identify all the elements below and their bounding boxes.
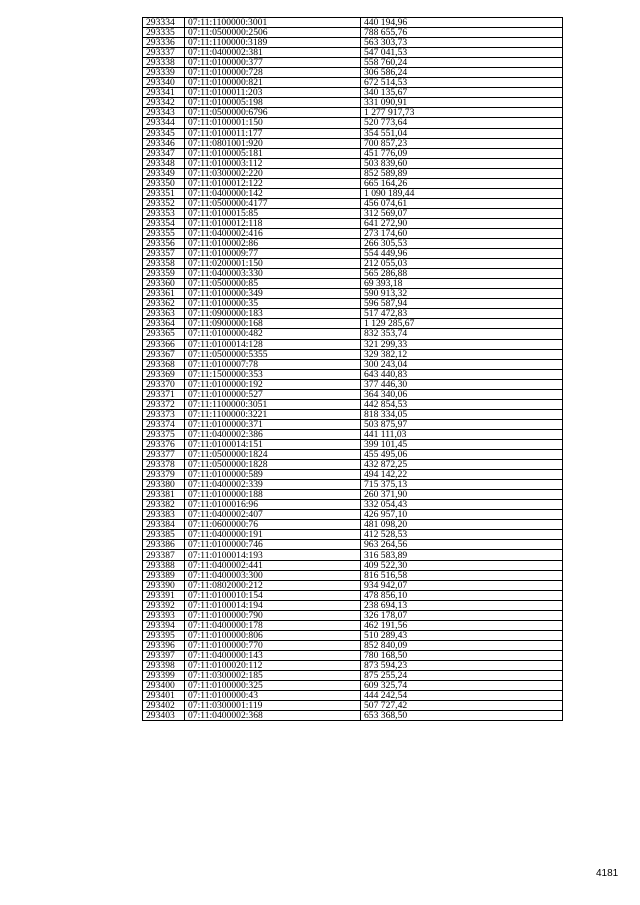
row-number-cell: 293372 — [143, 399, 185, 409]
cadastral-number-cell: 07:11:0100005:198 — [185, 98, 361, 108]
value-cell: 426 957,10 — [361, 510, 563, 520]
cadastral-number-cell: 07:11:0100015:85 — [185, 208, 361, 218]
table-row — [143, 299, 563, 309]
table-row — [143, 480, 563, 490]
value-cell: 316 583,89 — [361, 550, 563, 560]
cadastral-number-cell: 07:11:0400002:381 — [185, 48, 361, 58]
value-cell: 641 272,90 — [361, 218, 563, 228]
table-row — [143, 138, 563, 148]
value-cell: 409 522,30 — [361, 560, 563, 570]
row-number-cell: 293373 — [143, 409, 185, 419]
row-number-cell: 293398 — [143, 661, 185, 671]
cadastral-number-cell: 07:11:0100002:86 — [185, 239, 361, 249]
table-row — [143, 329, 563, 339]
cadastral-number-cell: 07:11:0100000:192 — [185, 379, 361, 389]
cadastral-number-cell: 07:11:0300002:220 — [185, 168, 361, 178]
table-row — [143, 349, 563, 359]
table-row — [143, 289, 563, 299]
value-cell: 852 840,09 — [361, 640, 563, 650]
value-cell: 451 776,09 — [361, 148, 563, 158]
row-number-cell: 293380 — [143, 480, 185, 490]
row-number-cell: 293381 — [143, 490, 185, 500]
table-row — [143, 399, 563, 409]
table-row — [143, 650, 563, 660]
row-number-cell: 293391 — [143, 590, 185, 600]
table-row — [143, 490, 563, 500]
cadastral-number-cell: 07:11:0100014:194 — [185, 600, 361, 610]
table-row — [143, 419, 563, 429]
table-row — [143, 369, 563, 379]
cadastral-number-cell: 07:11:0100010:154 — [185, 590, 361, 600]
value-cell: 377 446,30 — [361, 379, 563, 389]
cadastral-number-cell: 07:11:0100000:806 — [185, 630, 361, 640]
table-row — [143, 450, 563, 460]
row-number-cell: 293353 — [143, 208, 185, 218]
cadastral-number-cell: 07:11:0900000:168 — [185, 319, 361, 329]
row-number-cell: 293403 — [143, 711, 185, 721]
cadastral-number-cell: 07:11:0500000:5355 — [185, 349, 361, 359]
row-number-cell: 293370 — [143, 379, 185, 389]
value-cell: 517 472,83 — [361, 309, 563, 319]
cadastral-number-cell: 07:11:0100000:43 — [185, 691, 361, 701]
row-number-cell: 293392 — [143, 600, 185, 610]
value-cell: 1 129 285,67 — [361, 319, 563, 329]
cadastral-number-cell: 07:11:0100000:527 — [185, 389, 361, 399]
cadastral-number-cell: 07:11:1500000:353 — [185, 369, 361, 379]
row-number-cell: 293394 — [143, 620, 185, 630]
cadastral-number-cell: 07:11:0100000:377 — [185, 58, 361, 68]
cadastral-number-cell: 07:11:0100000:790 — [185, 610, 361, 620]
page-number: 4181 — [596, 868, 619, 879]
value-cell: 563 303,73 — [361, 38, 563, 48]
value-cell: 520 773,64 — [361, 118, 563, 128]
value-cell: 440 194,96 — [361, 18, 563, 28]
value-cell: 69 393,18 — [361, 279, 563, 289]
cadastral-number-cell: 07:11:0400002:416 — [185, 228, 361, 238]
table-row — [143, 128, 563, 138]
row-number-cell: 293383 — [143, 510, 185, 520]
cadastral-number-cell: 07:11:0100000:482 — [185, 329, 361, 339]
row-number-cell: 293368 — [143, 359, 185, 369]
cadastral-number-cell: 07:11:0500000:6796 — [185, 108, 361, 118]
value-cell: 852 589,89 — [361, 168, 563, 178]
value-cell: 442 854,53 — [361, 399, 563, 409]
value-cell: 238 694,13 — [361, 600, 563, 610]
cadastral-number-cell: 07:11:0100007:78 — [185, 359, 361, 369]
table-row — [143, 28, 563, 38]
row-number-cell: 293350 — [143, 178, 185, 188]
table-row — [143, 158, 563, 168]
value-cell: 462 191,56 — [361, 620, 563, 630]
value-cell: 963 264,56 — [361, 540, 563, 550]
cadastral-number-cell: 07:11:0100014:193 — [185, 550, 361, 560]
table-row — [143, 620, 563, 630]
value-cell: 441 111,03 — [361, 429, 563, 439]
cadastral-number-cell: 07:11:0100000:746 — [185, 540, 361, 550]
row-number-cell: 293369 — [143, 369, 185, 379]
value-cell: 273 174,60 — [361, 228, 563, 238]
table-row — [143, 630, 563, 640]
value-cell: 875 255,24 — [361, 671, 563, 681]
row-number-cell: 293364 — [143, 319, 185, 329]
value-cell: 507 727,42 — [361, 701, 563, 711]
value-cell: 816 516,58 — [361, 570, 563, 580]
value-cell: 653 368,50 — [361, 711, 563, 721]
cadastral-number-cell: 07:11:0100014:151 — [185, 439, 361, 449]
row-number-cell: 293358 — [143, 259, 185, 269]
value-cell: 306 586,24 — [361, 68, 563, 78]
row-number-cell: 293400 — [143, 681, 185, 691]
value-cell: 1 277 917,73 — [361, 108, 563, 118]
table-row — [143, 379, 563, 389]
table-row — [143, 249, 563, 259]
value-cell: 399 101,45 — [361, 439, 563, 449]
value-cell: 260 371,90 — [361, 490, 563, 500]
cadastral-number-cell: 07:11:0100016:96 — [185, 500, 361, 510]
row-number-cell: 293346 — [143, 138, 185, 148]
cadastral-number-cell: 07:11:0100000:188 — [185, 490, 361, 500]
cadastral-value-table — [142, 17, 563, 721]
row-number-cell: 293367 — [143, 349, 185, 359]
cadastral-number-cell: 07:11:0100001:150 — [185, 118, 361, 128]
value-cell: 266 305,53 — [361, 239, 563, 249]
value-cell: 934 942,07 — [361, 580, 563, 590]
table-row — [143, 409, 563, 419]
value-cell: 547 041,53 — [361, 48, 563, 58]
table-row — [143, 510, 563, 520]
row-number-cell: 293384 — [143, 520, 185, 530]
table-row — [143, 560, 563, 570]
value-cell: 1 090 189,44 — [361, 188, 563, 198]
row-number-cell: 293345 — [143, 128, 185, 138]
row-number-cell: 293360 — [143, 279, 185, 289]
row-number-cell: 293374 — [143, 419, 185, 429]
cadastral-number-cell: 07:11:0500000:1828 — [185, 460, 361, 470]
cadastral-number-cell: 07:11:0400000:178 — [185, 620, 361, 630]
row-number-cell: 293395 — [143, 630, 185, 640]
table-row — [143, 319, 563, 329]
table-row — [143, 18, 563, 28]
table-row — [143, 711, 563, 721]
row-number-cell: 293336 — [143, 38, 185, 48]
value-cell: 672 514,53 — [361, 78, 563, 88]
row-number-cell: 293388 — [143, 560, 185, 570]
value-cell: 596 587,94 — [361, 299, 563, 309]
value-cell: 643 440,83 — [361, 369, 563, 379]
value-cell: 780 168,50 — [361, 650, 563, 660]
cadastral-number-cell: 07:11:0300001:119 — [185, 701, 361, 711]
cadastral-number-cell: 07:11:0100011:177 — [185, 128, 361, 138]
value-cell: 715 375,13 — [361, 480, 563, 490]
value-cell: 503 839,60 — [361, 158, 563, 168]
cadastral-number-cell: 07:11:0400002:368 — [185, 711, 361, 721]
value-cell: 554 449,96 — [361, 249, 563, 259]
value-cell: 364 340,06 — [361, 389, 563, 399]
table-row — [143, 429, 563, 439]
value-cell: 340 135,67 — [361, 88, 563, 98]
value-cell: 444 242,54 — [361, 691, 563, 701]
table-row — [143, 58, 563, 68]
row-number-cell: 293378 — [143, 460, 185, 470]
cadastral-number-cell: 07:11:0400002:441 — [185, 560, 361, 570]
cadastral-number-cell: 07:11:1100000:3001 — [185, 18, 361, 28]
table-row — [143, 98, 563, 108]
row-number-cell: 293349 — [143, 168, 185, 178]
table-row — [143, 88, 563, 98]
table-body — [143, 18, 563, 721]
table-row — [143, 48, 563, 58]
row-number-cell: 293389 — [143, 570, 185, 580]
cadastral-number-cell: 07:11:0400002:386 — [185, 429, 361, 439]
row-number-cell: 293355 — [143, 228, 185, 238]
row-number-cell: 293344 — [143, 118, 185, 128]
value-cell: 818 334,05 — [361, 409, 563, 419]
cadastral-number-cell: 07:11:0100000:325 — [185, 681, 361, 691]
row-number-cell: 293343 — [143, 108, 185, 118]
row-number-cell: 293361 — [143, 289, 185, 299]
value-cell: 481 098,20 — [361, 520, 563, 530]
table-row — [143, 68, 563, 78]
value-cell: 329 382,12 — [361, 349, 563, 359]
value-cell: 456 074,61 — [361, 198, 563, 208]
row-number-cell: 293334 — [143, 18, 185, 28]
cadastral-number-cell: 07:11:0400002:339 — [185, 480, 361, 490]
cadastral-number-cell: 07:11:0100009:77 — [185, 249, 361, 259]
value-cell: 832 353,74 — [361, 329, 563, 339]
cadastral-number-cell: 07:11:0100014:128 — [185, 339, 361, 349]
table-row — [143, 681, 563, 691]
row-number-cell: 293402 — [143, 701, 185, 711]
row-number-cell: 293390 — [143, 580, 185, 590]
value-cell: 312 569,07 — [361, 208, 563, 218]
table-row — [143, 269, 563, 279]
cadastral-number-cell: 07:11:0400000:191 — [185, 530, 361, 540]
cadastral-number-cell: 07:11:1100000:3189 — [185, 38, 361, 48]
table-row — [143, 540, 563, 550]
cadastral-number-cell: 07:11:0600000:76 — [185, 520, 361, 530]
value-cell: 494 142,22 — [361, 470, 563, 480]
table-row — [143, 691, 563, 701]
row-number-cell: 293396 — [143, 640, 185, 650]
row-number-cell: 293351 — [143, 188, 185, 198]
row-number-cell: 293352 — [143, 198, 185, 208]
row-number-cell: 293359 — [143, 269, 185, 279]
table-row — [143, 500, 563, 510]
value-cell: 478 856,10 — [361, 590, 563, 600]
table-row — [143, 470, 563, 480]
value-cell: 331 090,91 — [361, 98, 563, 108]
table-row — [143, 610, 563, 620]
table-row — [143, 439, 563, 449]
table-row — [143, 239, 563, 249]
value-cell: 455 495,06 — [361, 450, 563, 460]
row-number-cell: 293362 — [143, 299, 185, 309]
cadastral-number-cell: 07:11:0100005:181 — [185, 148, 361, 158]
cadastral-number-cell: 07:11:0900000:183 — [185, 309, 361, 319]
cadastral-number-cell: 07:11:0400003:330 — [185, 269, 361, 279]
table-row — [143, 640, 563, 650]
table-row — [143, 590, 563, 600]
value-cell: 665 164,26 — [361, 178, 563, 188]
row-number-cell: 293377 — [143, 450, 185, 460]
row-number-cell: 293337 — [143, 48, 185, 58]
table-row — [143, 148, 563, 158]
value-cell: 412 528,53 — [361, 530, 563, 540]
value-cell: 354 551,04 — [361, 128, 563, 138]
cadastral-number-cell: 07:11:0500000:4177 — [185, 198, 361, 208]
cadastral-number-cell: 07:11:0300002:185 — [185, 671, 361, 681]
table-row — [143, 550, 563, 560]
value-cell: 609 325,74 — [361, 681, 563, 691]
value-cell: 321 299,33 — [361, 339, 563, 349]
cadastral-number-cell: 07:11:0500000:2506 — [185, 28, 361, 38]
table-row — [143, 600, 563, 610]
value-cell: 212 055,03 — [361, 259, 563, 269]
table-row — [143, 309, 563, 319]
value-cell: 332 054,43 — [361, 500, 563, 510]
cadastral-number-cell: 07:11:0801001:920 — [185, 138, 361, 148]
cadastral-number-cell: 07:11:0100012:122 — [185, 178, 361, 188]
table-row — [143, 198, 563, 208]
row-number-cell: 293366 — [143, 339, 185, 349]
value-cell: 558 760,24 — [361, 58, 563, 68]
row-number-cell: 293339 — [143, 68, 185, 78]
table-row — [143, 530, 563, 540]
row-number-cell: 293393 — [143, 610, 185, 620]
cadastral-number-cell: 07:11:0100003:112 — [185, 158, 361, 168]
table-row — [143, 259, 563, 269]
table-row — [143, 661, 563, 671]
cadastral-number-cell: 07:11:0100000:728 — [185, 68, 361, 78]
cadastral-number-cell: 07:11:0400002:407 — [185, 510, 361, 520]
row-number-cell: 293401 — [143, 691, 185, 701]
cadastral-number-cell: 07:11:0100000:349 — [185, 289, 361, 299]
value-cell: 326 178,07 — [361, 610, 563, 620]
row-number-cell: 293375 — [143, 429, 185, 439]
row-number-cell: 293387 — [143, 550, 185, 560]
cadastral-number-cell: 07:11:0100020:112 — [185, 661, 361, 671]
table-row — [143, 228, 563, 238]
cadastral-number-cell: 07:11:0500000:85 — [185, 279, 361, 289]
value-cell: 503 875,97 — [361, 419, 563, 429]
table-row — [143, 520, 563, 530]
value-cell: 873 594,23 — [361, 661, 563, 671]
table-row — [143, 580, 563, 590]
row-number-cell: 293399 — [143, 671, 185, 681]
cadastral-number-cell: 07:11:0400000:142 — [185, 188, 361, 198]
table-row — [143, 279, 563, 289]
table-row — [143, 38, 563, 48]
table-row — [143, 108, 563, 118]
cadastral-number-cell: 07:11:0100011:203 — [185, 88, 361, 98]
cadastral-number-cell: 07:11:0100000:589 — [185, 470, 361, 480]
cadastral-number-cell: 07:11:0802000:212 — [185, 580, 361, 590]
table-row — [143, 178, 563, 188]
table-row — [143, 339, 563, 349]
table-row — [143, 570, 563, 580]
row-number-cell: 293397 — [143, 650, 185, 660]
row-number-cell: 293342 — [143, 98, 185, 108]
cadastral-number-cell: 07:11:0100000:371 — [185, 419, 361, 429]
row-number-cell: 293379 — [143, 470, 185, 480]
cadastral-number-cell: 07:11:0100000:770 — [185, 640, 361, 650]
row-number-cell: 293385 — [143, 530, 185, 540]
value-cell: 510 289,43 — [361, 630, 563, 640]
cadastral-number-cell: 07:11:0400000:143 — [185, 650, 361, 660]
table-row — [143, 389, 563, 399]
cadastral-number-cell: 07:11:0100000:821 — [185, 78, 361, 88]
row-number-cell: 293354 — [143, 218, 185, 228]
table-row — [143, 118, 563, 128]
value-cell: 432 872,25 — [361, 460, 563, 470]
cadastral-number-cell: 07:11:0100000:35 — [185, 299, 361, 309]
table-row — [143, 218, 563, 228]
row-number-cell: 293357 — [143, 249, 185, 259]
value-cell: 590 913,32 — [361, 289, 563, 299]
table-row — [143, 460, 563, 470]
row-number-cell: 293335 — [143, 28, 185, 38]
table-row — [143, 168, 563, 178]
row-number-cell: 293382 — [143, 500, 185, 510]
cadastral-number-cell: 07:11:1100000:3051 — [185, 399, 361, 409]
row-number-cell: 293371 — [143, 389, 185, 399]
value-cell: 788 655,76 — [361, 28, 563, 38]
cadastral-number-cell: 07:11:0400003:300 — [185, 570, 361, 580]
value-cell: 565 286,88 — [361, 269, 563, 279]
cadastral-number-cell: 07:11:0200001:150 — [185, 259, 361, 269]
row-number-cell: 293347 — [143, 148, 185, 158]
row-number-cell: 293386 — [143, 540, 185, 550]
table-row — [143, 701, 563, 711]
row-number-cell: 293341 — [143, 88, 185, 98]
cadastral-number-cell: 07:11:0500000:1824 — [185, 450, 361, 460]
table-row — [143, 671, 563, 681]
row-number-cell: 293348 — [143, 158, 185, 168]
cadastral-number-cell: 07:11:0100012:118 — [185, 218, 361, 228]
table-row — [143, 359, 563, 369]
row-number-cell: 293338 — [143, 58, 185, 68]
row-number-cell: 293340 — [143, 78, 185, 88]
row-number-cell: 293363 — [143, 309, 185, 319]
row-number-cell: 293376 — [143, 439, 185, 449]
value-cell: 700 857,23 — [361, 138, 563, 148]
cadastral-number-cell: 07:11:1100000:3221 — [185, 409, 361, 419]
table-row — [143, 188, 563, 198]
table-row — [143, 78, 563, 88]
table-row — [143, 208, 563, 218]
row-number-cell: 293356 — [143, 239, 185, 249]
row-number-cell: 293365 — [143, 329, 185, 339]
value-cell: 300 243,04 — [361, 359, 563, 369]
